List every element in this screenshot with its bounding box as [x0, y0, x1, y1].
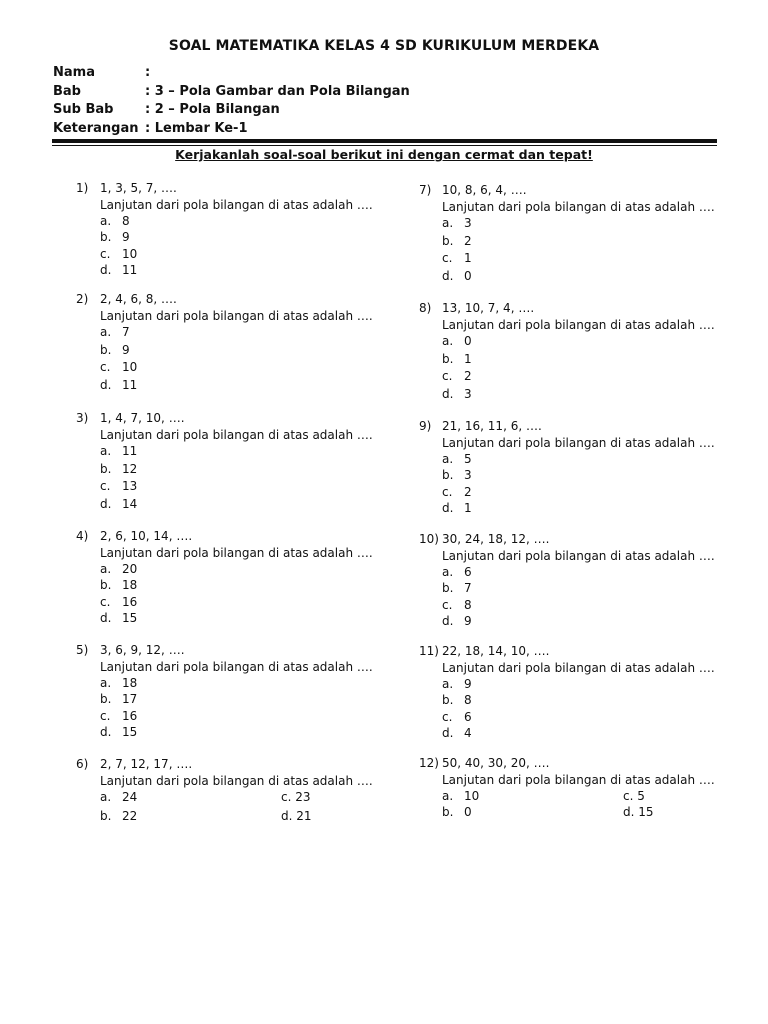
- option-d[interactable]: d. 11: [100, 377, 138, 392]
- option-c[interactable]: c. 6: [442, 709, 472, 724]
- info-value: : 2 – Pola Bilangan: [145, 102, 280, 117]
- question-number: 3): [76, 411, 89, 425]
- question-sequence: 13, 10, 7, 4, ….: [442, 301, 535, 315]
- question-sequence: 21, 16, 11, 6, ….: [442, 419, 542, 433]
- question-10: [419, 531, 739, 629]
- question-2: [76, 291, 396, 394]
- info-label: Keterangan: [53, 120, 139, 136]
- question-sequence: 30, 24, 18, 12, ….: [442, 532, 550, 546]
- question-number: 4): [76, 529, 89, 543]
- option-c[interactable]: c. 16: [100, 594, 138, 609]
- question-number: 6): [76, 757, 89, 771]
- question-number: 2): [76, 292, 89, 306]
- question-number: 8): [419, 301, 432, 315]
- question-prompt: Lanjutan dari pola bilangan di atas adalah ….: [442, 549, 715, 563]
- question-prompt: Lanjutan dari pola bilangan di atas adalah ….: [100, 309, 373, 323]
- question-3: [76, 410, 396, 513]
- option-b[interactable]: b. 1: [442, 351, 472, 366]
- question-4: [76, 528, 396, 626]
- option-c[interactable]: c. 8: [442, 597, 472, 612]
- option-c[interactable]: c. 5: [623, 789, 645, 803]
- question-sequence: 2, 7, 12, 17, ….: [100, 757, 193, 771]
- info-row-keterangan: [53, 120, 410, 139]
- question-prompt: Lanjutan dari pola bilangan di atas adalah ….: [442, 436, 715, 450]
- question-number: 11): [419, 644, 439, 658]
- option-a[interactable]: a. 11: [100, 444, 138, 458]
- option-b[interactable]: b. 0: [442, 805, 472, 819]
- option-c[interactable]: c. 2: [442, 484, 472, 499]
- option-c[interactable]: c. 1: [442, 251, 472, 265]
- option-b[interactable]: b. 22: [100, 809, 138, 823]
- option-b[interactable]: b. 9: [100, 342, 130, 357]
- option-b[interactable]: b. 8: [442, 693, 472, 708]
- question-6: [76, 756, 396, 829]
- option-a[interactable]: a. 10: [442, 789, 480, 803]
- info-label: Sub Bab: [53, 102, 114, 117]
- instruction-text: Kerjakanlah soal-soal berikut ini dengan cermat dan tepat!: [175, 147, 593, 162]
- option-a[interactable]: a. 7: [100, 325, 130, 339]
- option-d[interactable]: d. 0: [442, 268, 472, 283]
- question-prompt: Lanjutan dari pola bilangan di atas adalah ….: [442, 773, 715, 787]
- info-row-bab: [53, 83, 410, 102]
- question-prompt: Lanjutan dari pola bilangan di atas adalah ….: [442, 661, 715, 675]
- option-b[interactable]: b. 7: [442, 581, 472, 596]
- question-8: [419, 300, 739, 403]
- question-sequence: 1, 4, 7, 10, ….: [100, 411, 185, 425]
- question-12: [419, 755, 739, 826]
- option-c[interactable]: c. 16: [100, 708, 138, 723]
- option-a[interactable]: a. 20: [100, 562, 138, 576]
- question-prompt: Lanjutan dari pola bilangan di atas adalah ….: [442, 200, 715, 214]
- question-11: [419, 643, 739, 741]
- info-label: Bab: [53, 83, 81, 99]
- option-b[interactable]: b. 2: [442, 233, 472, 248]
- option-d[interactable]: d. 15: [100, 610, 138, 625]
- question-sequence: 10, 8, 6, 4, ….: [442, 183, 527, 197]
- info-row-nama: [53, 64, 410, 83]
- option-b[interactable]: b. 12: [100, 461, 138, 476]
- info-value: : 3 – Pola Gambar dan Pola Bilangan: [145, 83, 410, 99]
- option-d[interactable]: d. 1: [442, 500, 472, 515]
- question-7: [419, 182, 739, 285]
- question-number: 7): [419, 183, 432, 197]
- info-block: [53, 64, 410, 138]
- option-a[interactable]: a. 0: [442, 334, 472, 348]
- info-value: : Lembar Ke-1: [145, 120, 248, 136]
- question-5: [76, 642, 396, 740]
- question-9: [419, 418, 739, 516]
- option-a[interactable]: a. 18: [100, 676, 138, 690]
- option-a[interactable]: a. 24: [100, 790, 138, 804]
- option-c[interactable]: c. 10: [100, 246, 138, 261]
- info-row-sub-bab: [53, 101, 410, 120]
- option-c[interactable]: c. 10: [100, 360, 138, 374]
- question-sequence: 50, 40, 30, 20, ….: [442, 756, 550, 770]
- header-divider-thick: [52, 139, 717, 143]
- info-value: :: [145, 65, 151, 80]
- option-a[interactable]: a. 6: [442, 565, 472, 579]
- option-c[interactable]: c. 2: [442, 369, 472, 383]
- question-number: 10): [419, 532, 439, 546]
- question-prompt: Lanjutan dari pola bilangan di atas adalah ….: [100, 546, 373, 560]
- option-d[interactable]: d. 11: [100, 262, 138, 277]
- worksheet-title: SOAL MATEMATIKA KELAS 4 SD KURIKULUM MERDEKA: [168, 38, 600, 54]
- option-d[interactable]: d. 21: [281, 809, 312, 823]
- question-sequence: 2, 6, 10, 14, ….: [100, 529, 193, 543]
- question-prompt: Lanjutan dari pola bilangan di atas adalah ….: [100, 660, 373, 674]
- option-d[interactable]: d. 15: [623, 805, 654, 819]
- option-b[interactable]: b. 9: [100, 230, 130, 245]
- question-number: 12): [419, 756, 439, 770]
- question-prompt: Lanjutan dari pola bilangan di atas adalah ….: [100, 198, 373, 212]
- option-b[interactable]: b. 18: [100, 578, 138, 593]
- question-prompt: Lanjutan dari pola bilangan di atas adalah ….: [100, 428, 373, 442]
- question-number: 1): [76, 181, 89, 195]
- option-a[interactable]: a. 8: [100, 214, 130, 228]
- question-prompt: Lanjutan dari pola bilangan di atas adalah ….: [442, 318, 715, 332]
- option-d[interactable]: d. 9: [442, 613, 472, 628]
- question-sequence: 1, 3, 5, 7, ….: [100, 181, 177, 195]
- question-sequence: 2, 4, 6, 8, ….: [100, 292, 177, 306]
- question-sequence: 22, 18, 14, 10, ….: [442, 644, 550, 658]
- option-c[interactable]: c. 13: [100, 479, 138, 493]
- question-number: 5): [76, 643, 89, 657]
- header-divider-thin: [52, 145, 717, 146]
- question-prompt: Lanjutan dari pola bilangan di atas adalah ….: [100, 774, 373, 788]
- option-c[interactable]: c. 23: [281, 790, 311, 804]
- option-d[interactable]: d. 4: [442, 725, 472, 740]
- option-a[interactable]: a. 5: [442, 452, 472, 466]
- option-d[interactable]: d. 3: [442, 386, 472, 401]
- option-b[interactable]: b. 17: [100, 692, 138, 707]
- question-1: [76, 180, 396, 278]
- option-d[interactable]: d. 15: [100, 724, 138, 739]
- option-d[interactable]: d. 14: [100, 496, 138, 511]
- option-a[interactable]: a. 9: [442, 677, 472, 691]
- question-sequence: 3, 6, 9, 12, ….: [100, 643, 185, 657]
- info-label: Nama: [53, 65, 95, 80]
- option-b[interactable]: b. 3: [442, 468, 472, 483]
- question-number: 9): [419, 419, 432, 433]
- option-a[interactable]: a. 3: [442, 216, 472, 230]
